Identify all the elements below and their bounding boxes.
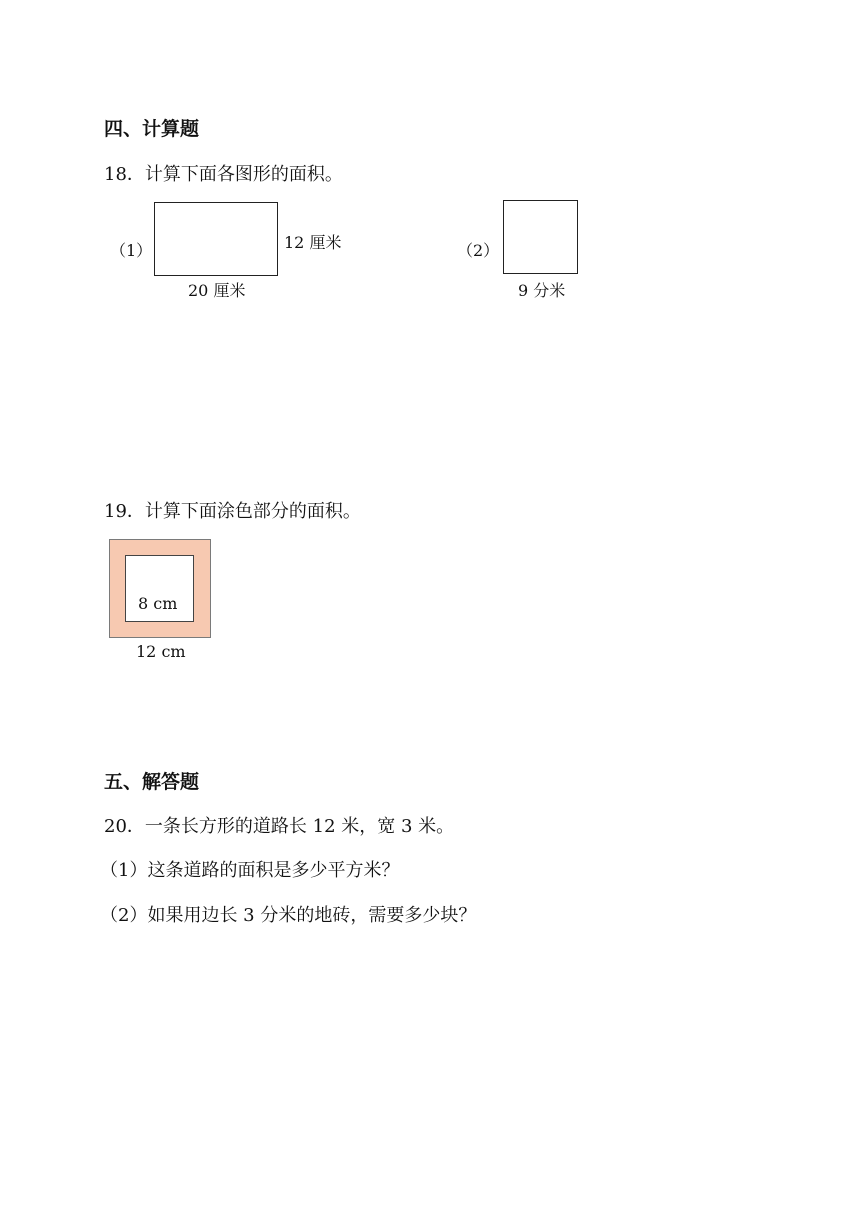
square-side-label: 9 分米 bbox=[518, 281, 566, 300]
rectangle-height-label: 12 厘米 bbox=[284, 233, 342, 252]
inner-square-label: 8 cm bbox=[138, 594, 178, 613]
section-heading-5: 五、解答题 bbox=[104, 771, 200, 793]
section-heading-4: 四、计算题 bbox=[104, 118, 200, 140]
question-18-prompt: 18．计算下面各图形的面积。 bbox=[104, 164, 343, 185]
question-20-prompt: 20．一条长方形的道路长 12 米，宽 3 米。 bbox=[104, 816, 455, 837]
question-19-prompt: 19．计算下面涂色部分的面积。 bbox=[104, 501, 361, 522]
question-20-part-2: （2）如果用边长 3 分米的地砖，需要多少块？ bbox=[100, 905, 477, 926]
outer-square-label: 12 cm bbox=[136, 642, 186, 661]
rectangle-shape bbox=[154, 202, 278, 276]
question-20-part-1: （1）这条道路的面积是多少平方米？ bbox=[100, 860, 400, 881]
figure-1-label: （1） bbox=[110, 241, 153, 260]
square-shape bbox=[503, 200, 578, 274]
rectangle-width-label: 20 厘米 bbox=[188, 281, 246, 300]
figure-2-label: （2） bbox=[457, 241, 500, 260]
